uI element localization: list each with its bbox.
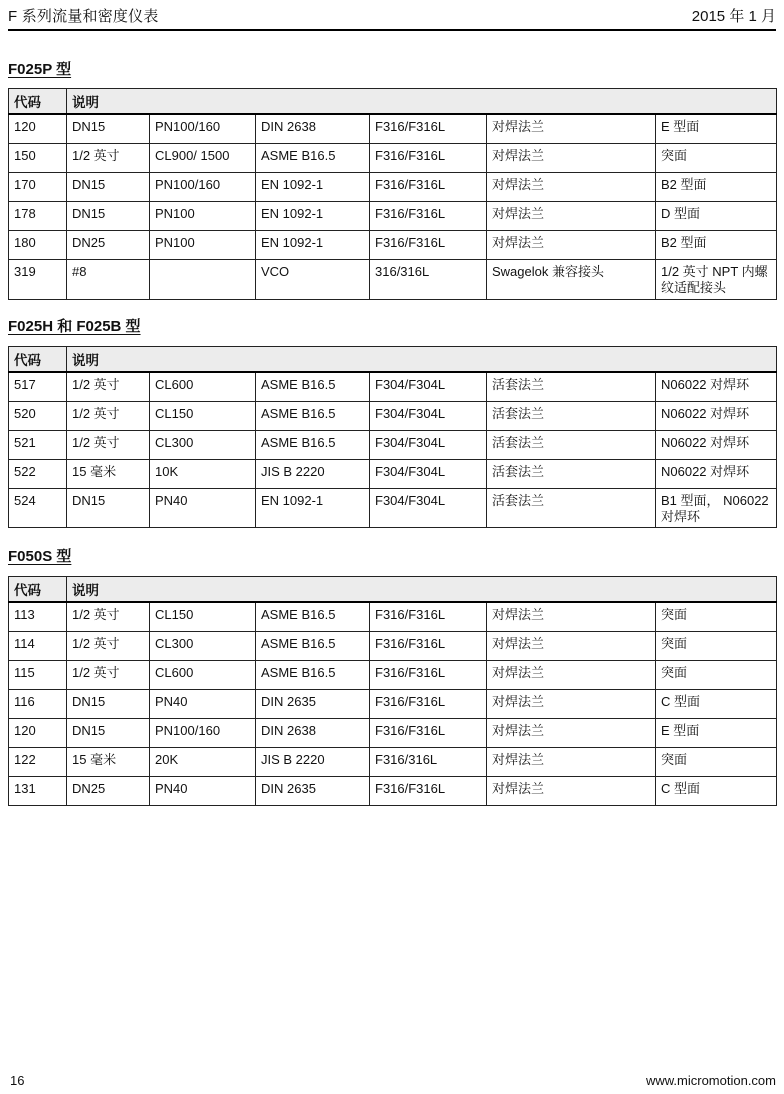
table-cell: N06022 对焊环	[656, 401, 777, 430]
table-cell: 1/2 英寸 NPT 内螺纹适配接头	[656, 260, 777, 300]
table-cell: PN40	[150, 690, 256, 719]
table-cell: DIN 2638	[256, 719, 370, 748]
table-row	[9, 114, 777, 144]
table-cell: 1/2 英寸	[67, 401, 150, 430]
table-cell: ASME B16.5	[256, 372, 370, 402]
table-cell: JIS B 2220	[256, 459, 370, 488]
table-cell: CL300	[150, 632, 256, 661]
table-row	[9, 430, 777, 459]
table-cell: JIS B 2220	[256, 748, 370, 777]
table-cell: F316/F316L	[370, 777, 487, 806]
table-cell: 对焊法兰	[487, 661, 656, 690]
table-cell: F304/F304L	[370, 401, 487, 430]
table-cell: 突面	[656, 144, 777, 173]
table-cell: 319	[9, 260, 67, 300]
table-cell: DN15	[67, 173, 150, 202]
table-cell: 20K	[150, 748, 256, 777]
table-cell: F316/F316L	[370, 632, 487, 661]
table-cell: D 型面	[656, 202, 777, 231]
table-cell: F304/F304L	[370, 372, 487, 402]
table-cell: F316/F316L	[370, 144, 487, 173]
table-cell: DN15	[67, 488, 150, 528]
table-cell: ASME B16.5	[256, 632, 370, 661]
table-cell: DN25	[67, 231, 150, 260]
table-row	[9, 144, 777, 173]
table-cell: 对焊法兰	[487, 173, 656, 202]
table-cell: CL150	[150, 602, 256, 632]
table-row	[9, 372, 777, 402]
table-row	[9, 260, 777, 300]
section-heading-f025h-f025b: F025H 和 F025B 型	[8, 317, 141, 335]
column-header-code: 代码	[9, 577, 67, 603]
table-row	[9, 632, 777, 661]
section-heading-f050s: F050S 型	[8, 548, 72, 565]
table-cell: CL150	[150, 401, 256, 430]
table-cell: DN25	[67, 777, 150, 806]
table-cell: DIN 2638	[256, 114, 370, 144]
table-cell: 1/2 英寸	[67, 661, 150, 690]
table-cell: E 型面	[656, 719, 777, 748]
table-cell: F316/F316L	[370, 202, 487, 231]
table-row	[9, 488, 777, 528]
table-cell: 对焊法兰	[487, 231, 656, 260]
page-header	[8, 0, 776, 31]
table-cell: EN 1092-1	[256, 231, 370, 260]
table-header-row	[9, 577, 777, 603]
section-f025h-f025b	[8, 315, 776, 529]
table-cell: 对焊法兰	[487, 719, 656, 748]
table-cell: 517	[9, 372, 67, 402]
column-header-description: 说明	[67, 346, 777, 372]
table-header-row	[9, 346, 777, 372]
table-cell: DN15	[67, 114, 150, 144]
website-link[interactable]: www.micromotion.com	[645, 1073, 776, 1088]
table-cell: ASME B16.5	[256, 144, 370, 173]
table-row	[9, 173, 777, 202]
page-footer	[10, 1073, 776, 1088]
table-cell: F316/F316L	[370, 661, 487, 690]
spec-table-f050s	[8, 576, 777, 806]
table-cell: DN15	[67, 690, 150, 719]
table-row	[9, 719, 777, 748]
table-cell: PN100/160	[150, 719, 256, 748]
table-cell: 突面	[656, 748, 777, 777]
table-cell: ASME B16.5	[256, 602, 370, 632]
table-cell: PN40	[150, 488, 256, 528]
table-cell: N06022 对焊环	[656, 459, 777, 488]
table-cell: CL600	[150, 372, 256, 402]
table-cell: 521	[9, 430, 67, 459]
table-cell: PN40	[150, 777, 256, 806]
table-cell: F304/F304L	[370, 459, 487, 488]
table-cell: 1/2 英寸	[67, 372, 150, 402]
table-cell: DN15	[67, 719, 150, 748]
table-cell: B2 型面	[656, 173, 777, 202]
table-cell: EN 1092-1	[256, 173, 370, 202]
column-header-code: 代码	[9, 89, 67, 115]
table-cell: 活套法兰	[487, 488, 656, 528]
table-cell: 524	[9, 488, 67, 528]
table-cell: 活套法兰	[487, 459, 656, 488]
table-cell: 180	[9, 231, 67, 260]
section-f025p	[8, 58, 776, 300]
table-cell: 122	[9, 748, 67, 777]
table-cell: CL900/ 1500	[150, 144, 256, 173]
table-cell: 120	[9, 114, 67, 144]
table-cell: VCO	[256, 260, 370, 300]
table-cell: #8	[67, 260, 150, 300]
table-cell: 对焊法兰	[487, 202, 656, 231]
table-row	[9, 202, 777, 231]
document-title: F 系列流量和密度仪表	[8, 8, 159, 25]
table-cell: C 型面	[656, 690, 777, 719]
table-cell: 对焊法兰	[487, 777, 656, 806]
table-cell: B2 型面	[656, 231, 777, 260]
table-cell: F316/F316L	[370, 231, 487, 260]
table-cell: N06022 对焊环	[656, 372, 777, 402]
table-cell: 对焊法兰	[487, 632, 656, 661]
table-cell: 114	[9, 632, 67, 661]
table-cell: 对焊法兰	[487, 690, 656, 719]
table-cell: 对焊法兰	[487, 602, 656, 632]
table-cell: 113	[9, 602, 67, 632]
table-row	[9, 602, 777, 632]
table-cell: EN 1092-1	[256, 202, 370, 231]
table-cell: 活套法兰	[487, 430, 656, 459]
table-cell: DIN 2635	[256, 690, 370, 719]
table-cell: E 型面	[656, 114, 777, 144]
table-cell	[150, 260, 256, 300]
table-cell: 对焊法兰	[487, 114, 656, 144]
table-cell: 对焊法兰	[487, 144, 656, 173]
table-cell: CL300	[150, 430, 256, 459]
table-cell: 1/2 英寸	[67, 144, 150, 173]
table-cell: DN15	[67, 202, 150, 231]
column-header-code: 代码	[9, 346, 67, 372]
table-cell: 1/2 英寸	[67, 430, 150, 459]
table-cell: 115	[9, 661, 67, 690]
table-cell: 15 毫米	[67, 459, 150, 488]
table-header-row	[9, 89, 777, 115]
table-cell: N06022 对焊环	[656, 430, 777, 459]
table-cell: 10K	[150, 459, 256, 488]
table-cell: F304/F304L	[370, 430, 487, 459]
table-cell: C 型面	[656, 777, 777, 806]
table-cell: F316/F316L	[370, 690, 487, 719]
table-cell: 120	[9, 719, 67, 748]
table-cell: B1 型面， N06022 对焊环	[656, 488, 777, 528]
table-cell: ASME B16.5	[256, 661, 370, 690]
table-row	[9, 459, 777, 488]
column-header-description: 说明	[67, 89, 777, 115]
table-cell: PN100	[150, 231, 256, 260]
table-cell: 131	[9, 777, 67, 806]
table-cell: 活套法兰	[487, 372, 656, 402]
table-cell: 150	[9, 144, 67, 173]
table-cell: F316/F316L	[370, 602, 487, 632]
section-f050s	[8, 545, 776, 806]
column-header-description: 说明	[67, 577, 777, 603]
table-cell: ASME B16.5	[256, 430, 370, 459]
table-row	[9, 690, 777, 719]
table-cell: 突面	[656, 661, 777, 690]
table-cell: ASME B16.5	[256, 401, 370, 430]
table-cell: 522	[9, 459, 67, 488]
table-cell: 178	[9, 202, 67, 231]
table-cell: F304/F304L	[370, 488, 487, 528]
table-cell: DIN 2635	[256, 777, 370, 806]
section-heading-f025p: F025P 型	[8, 61, 72, 78]
table-cell: 1/2 英寸	[67, 632, 150, 661]
table-row	[9, 401, 777, 430]
table-cell: 1/2 英寸	[67, 602, 150, 632]
table-cell: Swagelok 兼容接头	[487, 260, 656, 300]
table-row	[9, 748, 777, 777]
table-cell: PN100/160	[150, 173, 256, 202]
table-cell: 316/316L	[370, 260, 487, 300]
page-number: 16	[10, 1073, 25, 1088]
table-row	[9, 231, 777, 260]
table-cell: 520	[9, 401, 67, 430]
table-cell: 15 毫米	[67, 748, 150, 777]
spec-table-f025p	[8, 88, 777, 300]
table-row	[9, 661, 777, 690]
table-cell: 活套法兰	[487, 401, 656, 430]
table-row	[9, 777, 777, 806]
table-cell: F316/316L	[370, 748, 487, 777]
table-cell: PN100	[150, 202, 256, 231]
table-cell: F316/F316L	[370, 173, 487, 202]
document-date: 2015 年 1 月	[691, 8, 776, 25]
table-cell: CL600	[150, 661, 256, 690]
table-cell: 对焊法兰	[487, 748, 656, 777]
table-cell: F316/F316L	[370, 114, 487, 144]
table-cell: 116	[9, 690, 67, 719]
table-cell: 突面	[656, 602, 777, 632]
table-cell: 突面	[656, 632, 777, 661]
table-cell: F316/F316L	[370, 719, 487, 748]
table-cell: EN 1092-1	[256, 488, 370, 528]
table-cell: 170	[9, 173, 67, 202]
spec-table-f025h-f025b	[8, 346, 777, 529]
table-cell: PN100/160	[150, 114, 256, 144]
